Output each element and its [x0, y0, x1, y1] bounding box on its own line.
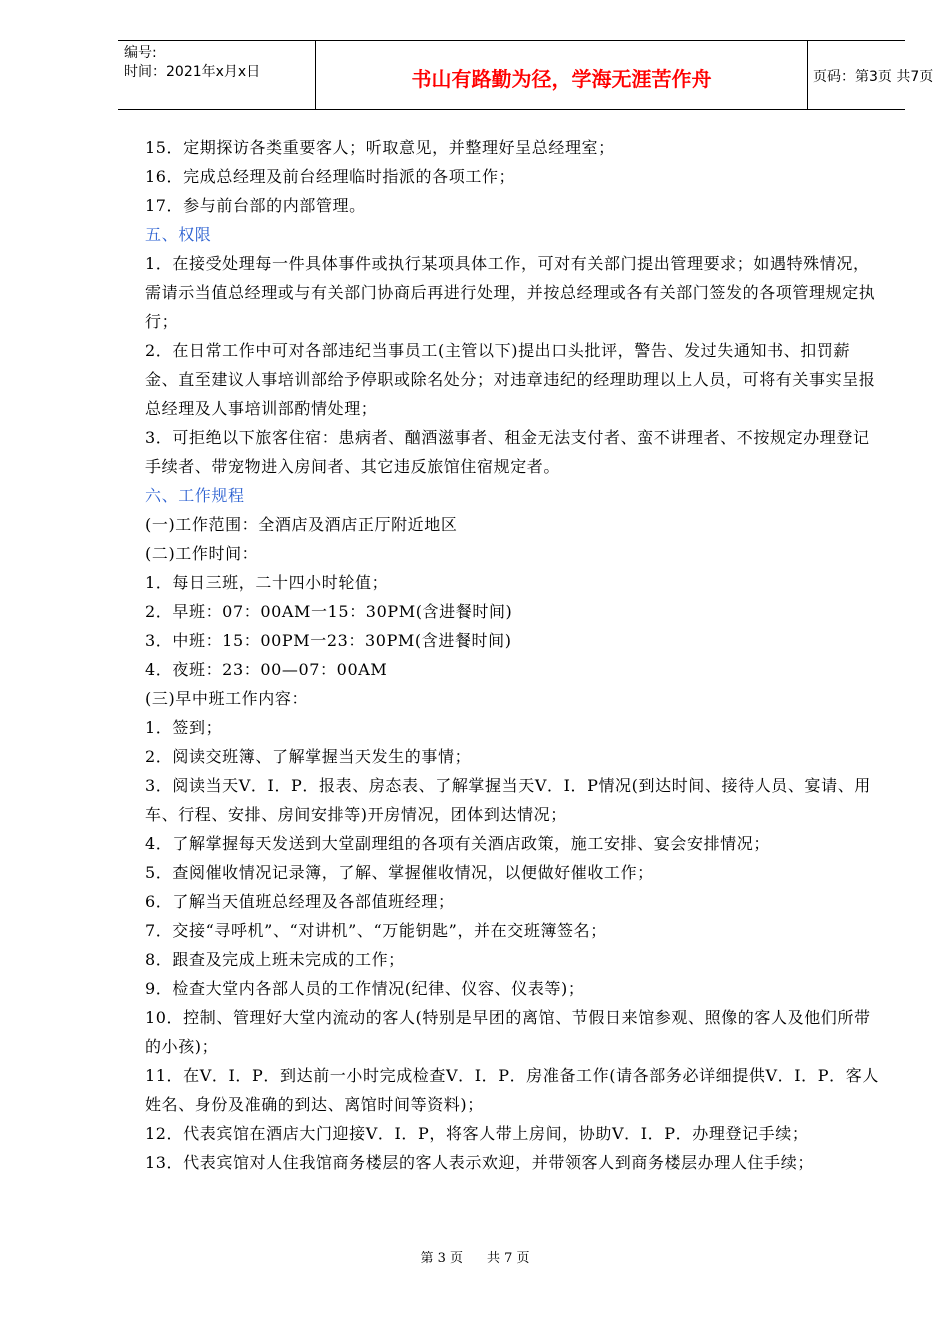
paragraph: (二)工作时间： — [145, 544, 259, 563]
footer-page-total: 共 7 页 — [487, 1251, 530, 1266]
paragraph: 2．阅读交班簿、了解掌握当天发生的事情； — [145, 747, 472, 766]
paragraph: 7．交接“寻呼机”、“对讲机”、“万能钥匙”，并在交班簿签名； — [145, 921, 607, 940]
header-motto-cell — [315, 41, 808, 109]
paragraph: (三)早中班工作内容： — [145, 689, 309, 708]
footer-page-number: 第 3 页 — [420, 1251, 463, 1266]
paragraph: 3．阅读当天V．I．P．报表、房态表、了解掌握当天V．I．P情况(到达时间、接待人员、宴请、用车、行程、安排、房间安排等)开房情况，团体到达情况； — [145, 776, 871, 824]
paragraph: 11．在V．I．P．到达前一小时完成检查V．I．P．房准备工作(请各部务必详细提供V．I．P．客人姓名、身份及准确的到达、离馆时间等资料)； — [145, 1066, 879, 1114]
section-heading: 六、工作规程 — [145, 486, 245, 505]
section-heading: 五、权限 — [145, 225, 212, 244]
paragraph: 16．完成总经理及前台经理临时指派的各项工作； — [145, 167, 516, 186]
paragraph: 3．可拒绝以下旅客住宿：患病者、酗酒滋事者、租金无法支付者、蛮不讲理者、不按规定办理登记手续者、带宠物进入房间者、其它违反旅馆住宿规定者。 — [145, 428, 870, 476]
paragraph: 17．参与前台部的内部管理。 — [145, 196, 366, 215]
header-motto: 书山有路勤为径，学海无涯苦作舟 — [411, 67, 712, 91]
paragraph: 10．控制、管理好大堂内流动的客人(特别是早团的离馆、节假日来馆参观、照像的客人及他们所带的小孩)； — [145, 1008, 871, 1056]
paragraph: 4．了解掌握每天发送到大堂副理组的各项有关酒店政策，施工安排、宴会安排情况； — [145, 834, 770, 853]
paragraph: (一)工作范围：全酒店及酒店正厅附近地区 — [145, 515, 458, 534]
header-info-cell — [118, 41, 315, 109]
paragraph: 1．在接受处理每一件具体事件或执行某项具体工作，可对有关部门提出管理要求；如遇特殊情况，需请示当值总经理或与有关部门协商后再进行处理，并按总经理或各有关部门签发的各项管理规定执行； — [145, 254, 876, 331]
document-body — [145, 133, 880, 1177]
paragraph: 6．了解当天值班总经理及各部值班经理； — [145, 892, 455, 911]
paragraph: 2．早班：07：00AM一15：30PM(含进餐时间) — [145, 602, 513, 621]
page-footer — [0, 1247, 950, 1266]
paragraph: 5．查阅催收情况记录簿，了解、掌握催收情况，以便做好催收工作； — [145, 863, 654, 882]
page-header — [118, 40, 934, 110]
paragraph: 3．中班：15：00PM一23：30PM(含进餐时间) — [145, 631, 512, 650]
paragraph: 1．签到； — [145, 718, 223, 737]
header-page-label: 页码：第3页 共7页 — [813, 69, 934, 85]
paragraph: 1．每日三班，二十四小时轮值； — [145, 573, 389, 592]
paragraph: 13．代表宾馆对人住我馆商务楼层的客人表示欢迎，并带领客人到商务楼层办理人住手续； — [145, 1153, 814, 1172]
paragraph: 8．跟查及完成上班未完成的工作； — [145, 950, 405, 969]
document-time-label: 时间：2021年x月x日 — [124, 64, 261, 80]
paragraph: 9．检查大堂内各部人员的工作情况(纪律、仪容、仪表等)； — [145, 979, 585, 998]
header-page-cell — [807, 41, 934, 109]
document-number-label: 编号: — [124, 45, 157, 61]
paragraph: 4．夜班：23：00—07：00AM — [145, 660, 388, 679]
paragraph: 15．定期探访各类重要客人；听取意见，并整理好呈总经理室； — [145, 138, 615, 157]
paragraph: 12．代表宾馆在酒店大门迎接V．I．P，将客人带上房间，协助V．I．P．办理登记手续； — [145, 1124, 809, 1143]
paragraph: 2．在日常工作中可对各部违纪当事员工(主管以下)提出口头批评，警告、发过失通知书、扣罚薪金、直至建议人事培训部给予停职或除名处分；对违章违纪的经理助理以上人员，可将有关事实呈报总经理及人事培训部酌情处理； — [145, 341, 876, 418]
